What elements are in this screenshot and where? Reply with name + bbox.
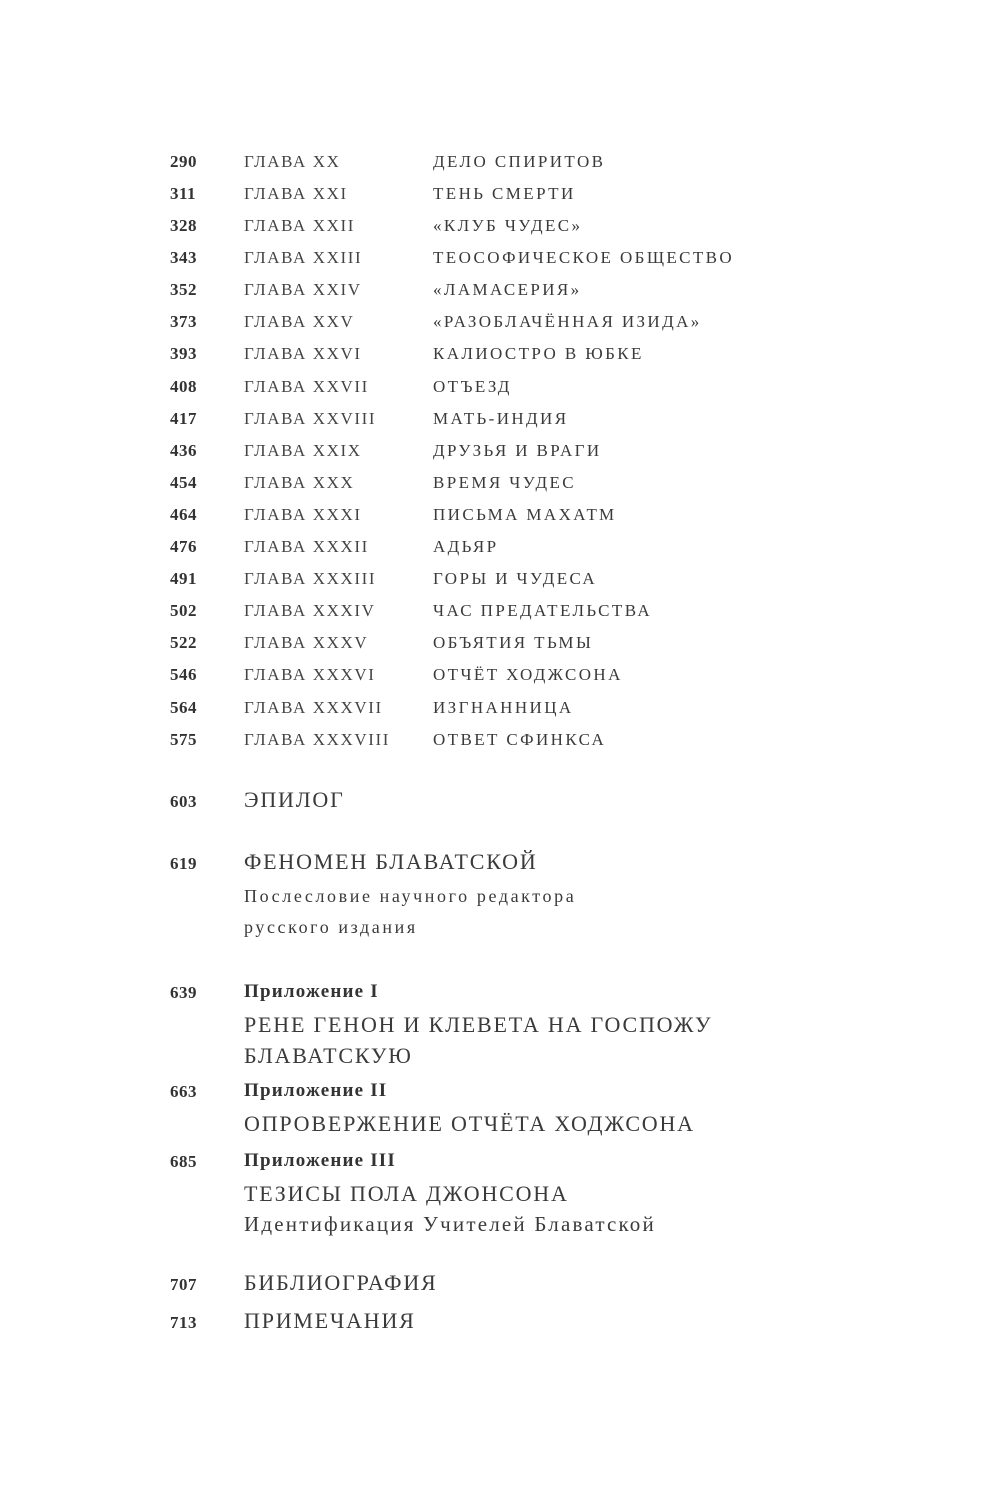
page-number: 603 — [170, 792, 197, 811]
chapter-title: «КЛУБ ЧУДЕС» — [433, 216, 583, 235]
chapter-label: ГЛАВА XXVI — [244, 344, 362, 363]
page-number: 464 — [170, 505, 197, 524]
chapter-title: ОТЧЁТ ХОДЖСОНА — [433, 665, 623, 684]
chapter-title: ЧАС ПРЕДАТЕЛЬСТВА — [433, 601, 653, 620]
page-number: 685 — [170, 1152, 197, 1171]
page-number: 311 — [170, 184, 197, 203]
chapter-title: ОБЪЯТИЯ ТЬМЫ — [433, 633, 594, 652]
chapter-title: ОТВЕТ СФИНКСА — [433, 730, 607, 749]
chapter-label: ГЛАВА XXI — [244, 184, 348, 203]
page-number: 663 — [170, 1082, 197, 1101]
appendix-title: ОПРОВЕРЖЕНИЕ ОТЧЁТА ХОДЖСОНА — [244, 1111, 695, 1136]
chapter-label: ГЛАВА XXXVIII — [244, 730, 391, 749]
appendix-title: ТЕЗИСЫ ПОЛА ДЖОНСОНА — [244, 1181, 569, 1206]
chapter-label: ГЛАВА XXXVII — [244, 698, 383, 717]
chapter-title: ДРУЗЬЯ И ВРАГИ — [433, 441, 602, 460]
chapter-label: ГЛАВА XXVIII — [244, 409, 377, 428]
chapter-label: ГЛАВА XXXVI — [244, 665, 376, 684]
appendix-label: Приложение II — [244, 1080, 388, 1101]
chapter-label: ГЛАВА XXII — [244, 216, 356, 235]
page-number: 707 — [170, 1275, 197, 1294]
page-number: 502 — [170, 601, 197, 620]
appendix-title-line-2: БЛАВАТСКУЮ — [244, 1043, 413, 1068]
chapter-label: ГЛАВА XXXV — [244, 633, 369, 652]
appendix-label: Приложение III — [244, 1150, 396, 1171]
appendix-subtitle: Идентификация Учителей Блаватской — [244, 1212, 656, 1236]
chapter-label: ГЛАВА XXIV — [244, 280, 362, 299]
chapter-title: ГОРЫ И ЧУДЕСА — [433, 569, 598, 588]
afterword-subtitle-line-2: русского издания — [244, 917, 418, 937]
chapter-label: ГЛАВА XXXII — [244, 537, 369, 556]
chapter-title: АДЬЯР — [433, 537, 499, 556]
bibliography-title: БИБЛИОГРАФИЯ — [244, 1270, 438, 1295]
chapter-title: ОТЪЕЗД — [433, 377, 512, 396]
chapter-title: ИЗГНАННИЦА — [433, 698, 574, 717]
chapter-label: ГЛАВА XXIII — [244, 248, 363, 267]
chapter-label: ГЛАВА XXV — [244, 312, 355, 331]
notes-title: ПРИМЕЧАНИЯ — [244, 1308, 416, 1333]
afterword-subtitle-line-1: Послесловие научного редактора — [244, 886, 577, 906]
chapter-title: ПИСЬМА МАХАТМ — [433, 505, 617, 524]
chapter-label: ГЛАВА XXXI — [244, 505, 362, 524]
chapter-title: МАТЬ-ИНДИЯ — [433, 409, 569, 428]
page-number: 491 — [170, 569, 197, 588]
afterword-title: ФЕНОМЕН БЛАВАТСКОЙ — [244, 849, 538, 874]
chapter-title: ВРЕМЯ ЧУДЕС — [433, 473, 576, 492]
page-number: 546 — [170, 665, 197, 684]
chapter-title: «РАЗОБЛАЧЁННАЯ ИЗИДА» — [433, 312, 702, 331]
page-number: 417 — [170, 409, 197, 428]
chapter-label: ГЛАВА XXXIII — [244, 569, 377, 588]
page-number: 408 — [170, 377, 197, 396]
page-number: 352 — [170, 280, 197, 299]
page-number: 713 — [170, 1313, 197, 1332]
epilogue-title: ЭПИЛОГ — [244, 787, 345, 812]
appendix-title-line-1: РЕНЕ ГЕНОН И КЛЕВЕТА НА ГОСПОЖУ — [244, 1012, 713, 1037]
page-number: 522 — [170, 633, 197, 652]
chapter-title: «ЛАМАСЕРИЯ» — [433, 280, 582, 299]
chapter-title: ТЕНЬ СМЕРТИ — [433, 184, 576, 203]
page-number: 575 — [170, 730, 197, 749]
page-number: 619 — [170, 854, 197, 873]
chapter-label: ГЛАВА XXIX — [244, 441, 362, 460]
page-number: 290 — [170, 152, 197, 171]
page-number: 373 — [170, 312, 197, 331]
page-number: 564 — [170, 698, 197, 717]
chapter-title: КАЛИОСТРО В ЮБКЕ — [433, 344, 644, 363]
page-number: 393 — [170, 344, 197, 363]
chapter-label: ГЛАВА XX — [244, 152, 341, 171]
chapter-label: ГЛАВА XXVII — [244, 377, 369, 396]
page-number: 454 — [170, 473, 197, 492]
page-number: 639 — [170, 983, 197, 1002]
chapter-title: ТЕОСОФИЧЕСКОЕ ОБЩЕСТВО — [433, 248, 735, 267]
page-number: 328 — [170, 216, 197, 235]
page-number: 343 — [170, 248, 197, 267]
chapter-label: ГЛАВА XXXIV — [244, 601, 376, 620]
appendix-label: Приложение I — [244, 981, 379, 1002]
chapter-title: ДЕЛО СПИРИТОВ — [433, 152, 606, 171]
page-number: 436 — [170, 441, 197, 460]
chapter-label: ГЛАВА XXX — [244, 473, 355, 492]
page-number: 476 — [170, 537, 197, 556]
